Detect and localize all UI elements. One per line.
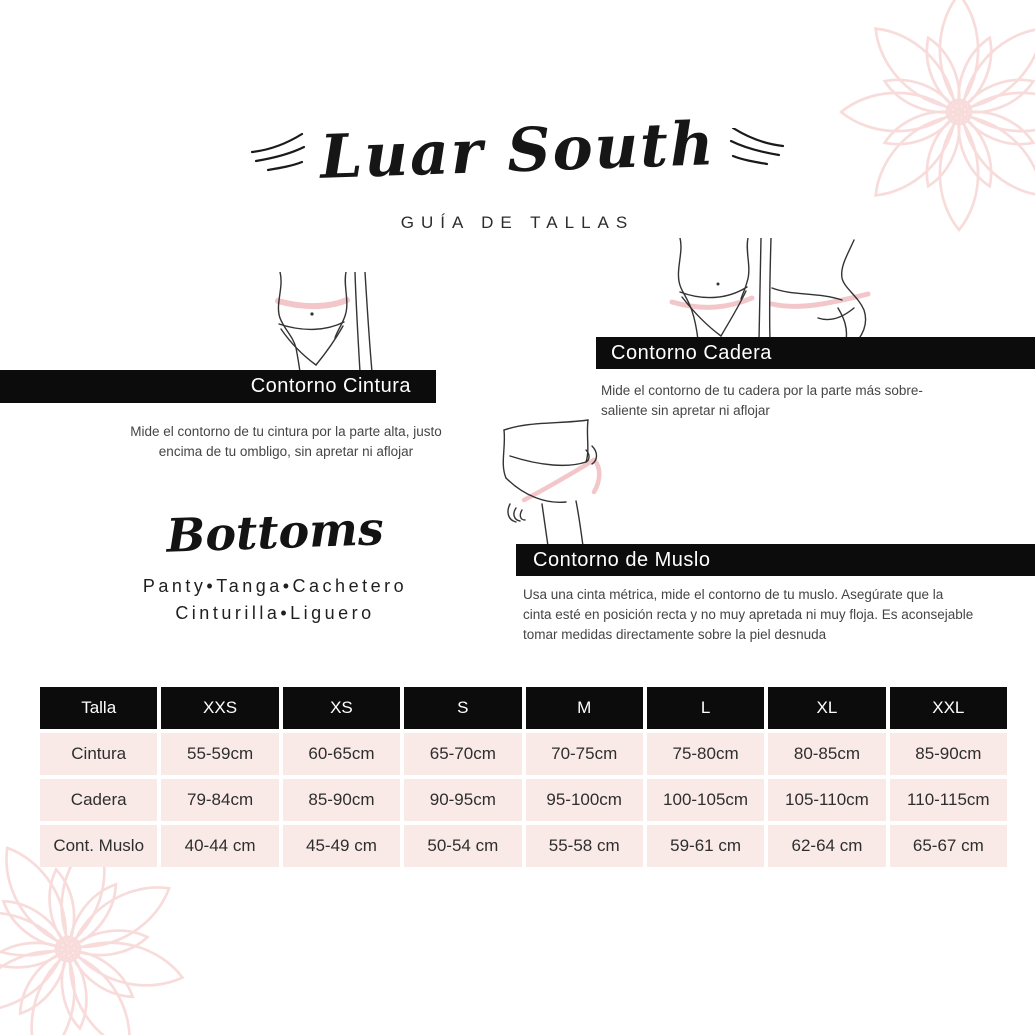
size-table-cell: 45-49 cm [283,825,400,867]
size-table-cell: 90-95cm [404,779,521,821]
size-table-row-label: Cintura [40,733,157,775]
size-table-header-talla: Talla [40,687,157,729]
size-table-cell: 55-59cm [161,733,278,775]
size-table-cell: 85-90cm [890,733,1007,775]
size-table-cell: 75-80cm [647,733,764,775]
hip-figure-illustration [658,238,876,340]
size-table-header-xl: XL [768,687,885,729]
hip-section-title: Contorno Cadera [596,337,1035,369]
bottoms-category-block [78,501,472,627]
thigh-figure-illustration [476,416,624,546]
bottoms-title: Bottoms [165,501,385,563]
size-table-header-l: L [647,687,764,729]
size-table-cell: 100-105cm [647,779,764,821]
thigh-section-title: Contorno de Muslo [516,544,1035,576]
size-table-header-xxs: XXS [161,687,278,729]
size-table-header-m: M [526,687,643,729]
size-table-cell: 105-110cm [768,779,885,821]
size-table-header-s: S [404,687,521,729]
waist-section-title: Contorno Cintura [0,370,436,403]
size-table-cell: 80-85cm [768,733,885,775]
size-table-row-label: Cadera [40,779,157,821]
size-table-cell: 50-54 cm [404,825,521,867]
page-subtitle: GUÍA DE TALLAS [400,213,635,232]
size-table-cell: 79-84cm [161,779,278,821]
size-table-cell: 85-90cm [283,779,400,821]
size-table-cell: 59-61 cm [647,825,764,867]
bottoms-styles-line1: Panty•Tanga•Cachetero [142,576,408,596]
size-table-cell: 70-75cm [526,733,643,775]
brand-logo [0,109,1035,193]
size-table-cell: 60-65cm [283,733,400,775]
waist-figure-illustration [248,272,390,372]
size-table [40,687,1007,867]
size-table-cell: 40-44 cm [161,825,278,867]
size-table-cell: 65-70cm [404,733,521,775]
hip-section-description: Mide el contorno de tu cadera por la parte más sobre-saliente sin apretar ni aflojar [601,383,923,418]
size-table-header-xxl: XXL [890,687,1007,729]
size-table-cell: 65-67 cm [890,825,1007,867]
thigh-section-description: Usa una cinta métrica, mide el contorno de tu muslo. Asegúrate que la cinta esté en posición recta y no muy apretada ni muy floja. Es aconsejable tomar medidas directamente sobre la piel desnuda [523,587,974,642]
size-table-cell: 110-115cm [890,779,1007,821]
size-table-cell: 62-64 cm [768,825,885,867]
size-table-cell: 95-100cm [526,779,643,821]
size-table-header-xs: XS [283,687,400,729]
size-table-cell: 55-58 cm [526,825,643,867]
size-table-row-label: Cont. Muslo [40,825,157,867]
bottoms-styles-line2: Cinturilla•Liguero [175,603,375,623]
waist-section-description: Mide el contorno de tu cintura por la parte alta, justo encima de tu ombligo, sin apretar ni aflojar [130,424,442,459]
brand-name: Luar South [318,109,717,193]
logo-whisker-left-icon [248,128,310,174]
logo-whisker-right-icon [725,128,787,174]
